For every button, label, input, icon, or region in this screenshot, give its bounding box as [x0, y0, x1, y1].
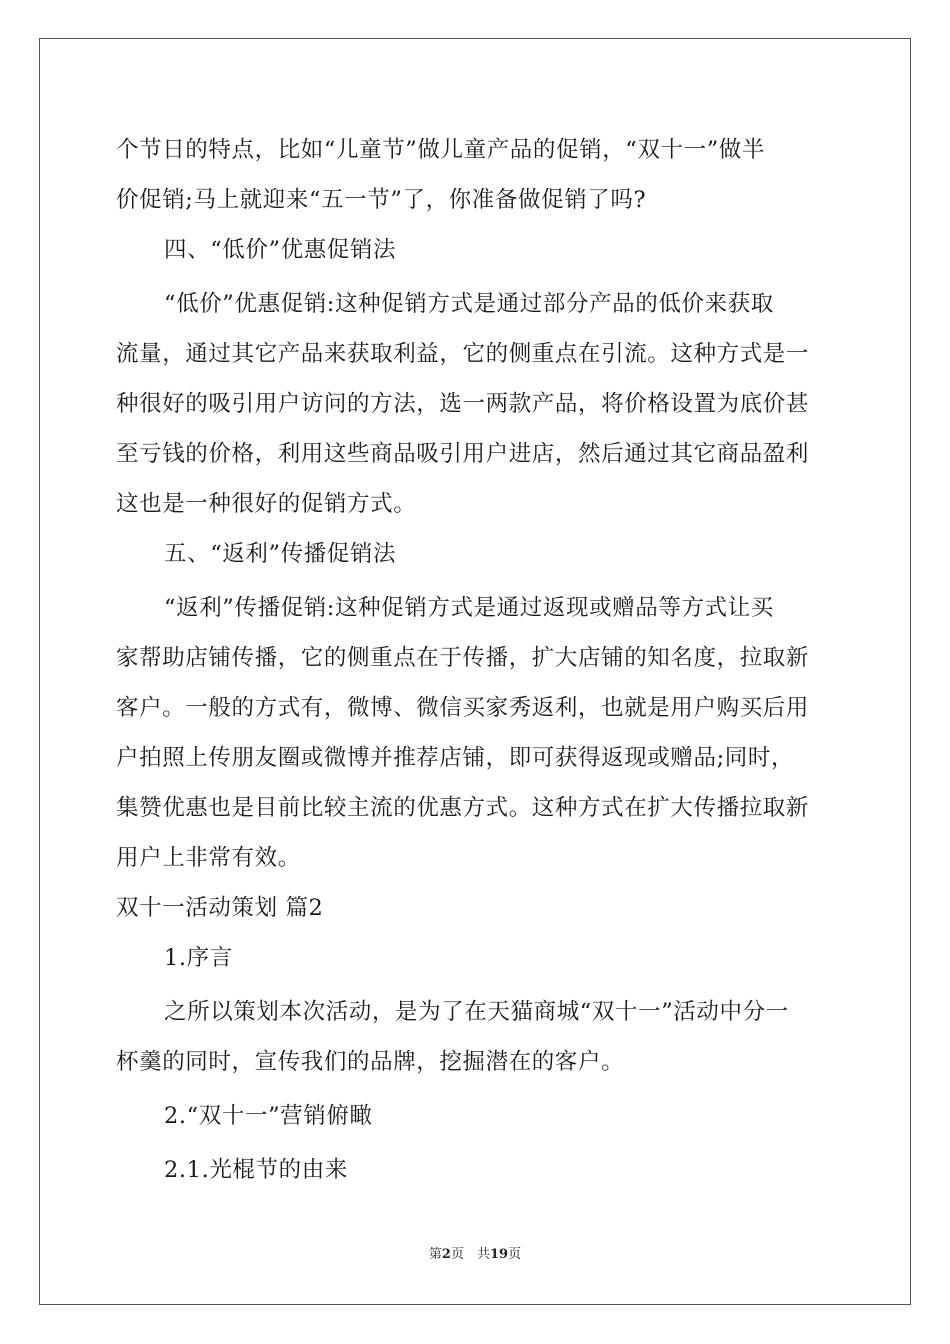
document-body: [116, 125, 836, 1195]
section-heading: 四、“低价”优惠促销法: [164, 237, 397, 263]
section-heading: 2.1.光棍节的由来: [164, 1157, 348, 1183]
paragraph-line: 个节日的特点，比如“儿童节”做儿童产品的促销，“双十一”做半: [116, 137, 766, 163]
paragraph-line: 流量，通过其它产品来获取利益，它的侧重点在引流。这种方式是一: [116, 341, 810, 367]
paragraph-line: 之所以策划本次活动，是为了在天猫商城“双十一”活动中分一: [164, 999, 789, 1025]
paragraph-line: 种很好的吸引用户访问的方法，选一两款产品，将价格设置为底价甚: [116, 391, 810, 417]
paragraph-line: 集赞优惠也是目前比较主流的优惠方式。这种方式在扩大传播拉取新: [116, 795, 810, 821]
paragraph-line: 户拍照上传朋友圈或微博并推荐店铺，即可获得返现或赠品;同时，: [116, 745, 795, 771]
paragraph-line: 用户上非常有效。: [116, 845, 301, 871]
section-heading: 五、“返利”传播促销法: [164, 541, 397, 567]
section-heading: 2.“双十一”营销俯瞰: [164, 1103, 373, 1129]
paragraph-line: “低价”优惠促销:这种促销方式是通过部分产品的低价来获取: [164, 291, 774, 317]
section-heading: 1.序言: [164, 945, 233, 971]
article-title: 双十一活动策划 篇2: [116, 895, 324, 921]
paragraph-line: 客户。一般的方式有，微博、微信买家秀返利，也就是用户购买后用: [116, 695, 810, 721]
paragraph-line: 杯羹的同时，宣传我们的品牌，挖掘潜在的客户。: [116, 1049, 625, 1075]
paragraph-line: 价促销;马上就迎来“五一节”了，你准备做促销了吗?: [116, 187, 647, 213]
paragraph-line: 至亏钱的价格，利用这些商品吸引用户进店，然后通过其它商品盈利: [116, 441, 810, 467]
footer-suffix: 页: [508, 1247, 522, 1262]
page-footer: [0, 1245, 950, 1265]
total-pages-number: 19: [489, 1247, 509, 1262]
current-page-number: 2: [441, 1247, 451, 1262]
paragraph-line: 这也是一种很好的促销方式。: [116, 491, 417, 517]
footer-middle: 页 共: [450, 1247, 490, 1262]
footer-prefix: 第: [428, 1247, 442, 1262]
paragraph-line: “返利”传播促销:这种促销方式是通过返现或赠品等方式让买: [164, 595, 774, 621]
paragraph-line: 家帮助店铺传播，它的侧重点在于传播，扩大店铺的知名度，拉取新: [116, 645, 810, 671]
